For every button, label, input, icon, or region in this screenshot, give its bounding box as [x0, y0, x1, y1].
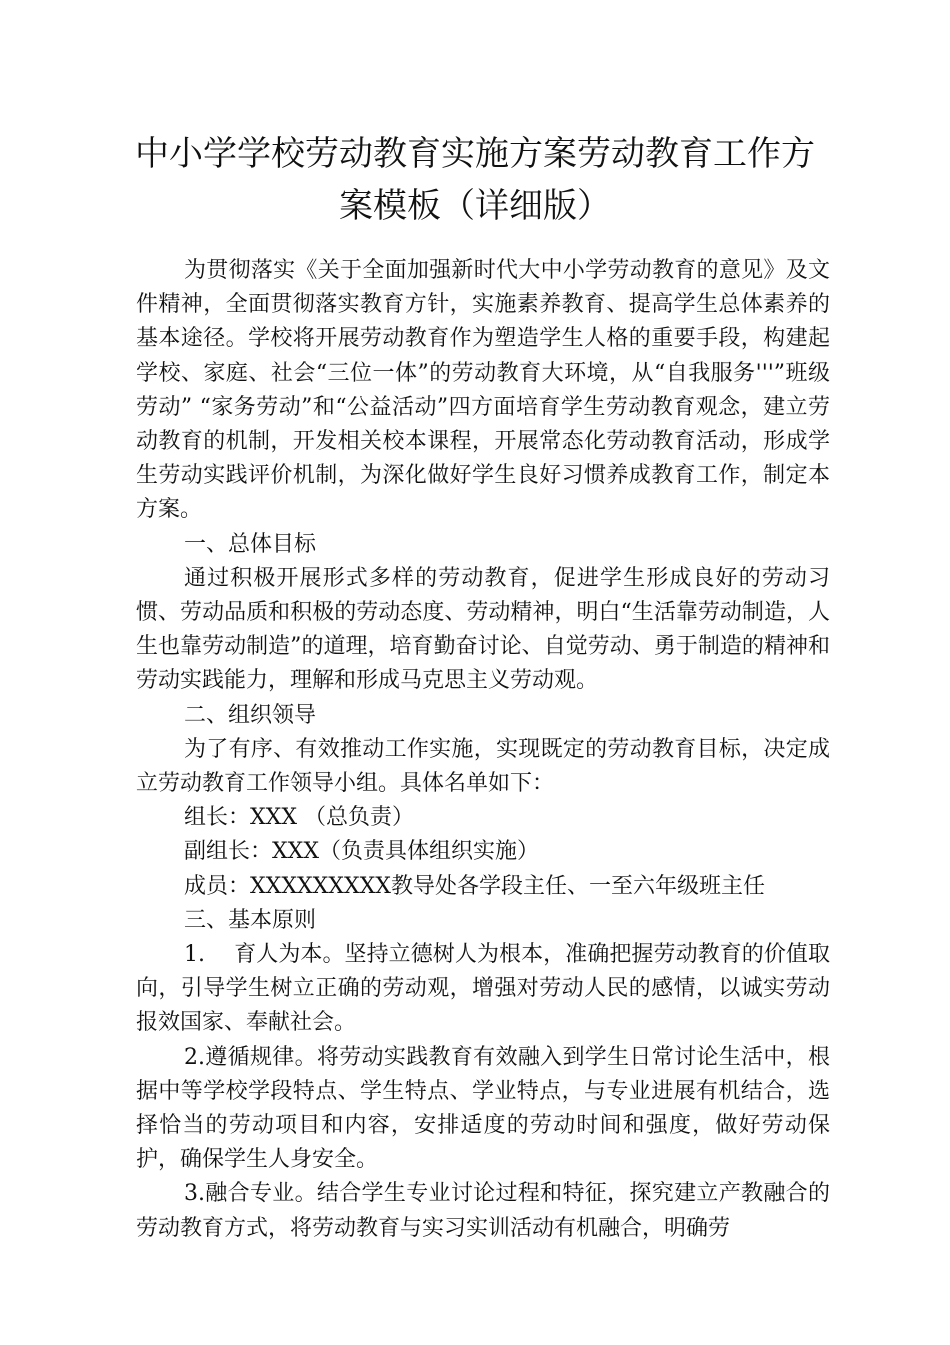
principle-3-paragraph: 3.融合专业。结合学生专业讨论过程和特征，探究建立产教融合的劳动教育方式，将劳动教育与实习实训活动有机融合，明确劳: [136, 1181, 830, 1241]
section-heading-principles: 三、基本原则: [184, 907, 317, 933]
overall-goal-paragraph: 通过积极开展形式多样的劳动教育，促进学生形成良好的劳动习惯、劳动品质和积极的劳动态度、劳动精神，明白“生活靠劳动制造，人生也靠劳动制造”的道理，培育勤奋讨论、自觉劳动、勇于制造的精神和劳动实践能力，理解和形成马克思主义劳动观。: [136, 565, 830, 694]
deputy-leader-line: 副组长：XXX（负责具体组织实施）: [184, 839, 539, 865]
section-heading-organization: 二、组织领导: [184, 702, 317, 728]
organization-paragraph: 为了有序、有效推动工作实施，实现既定的劳动教育目标，决定成立劳动教育工作领导小组。具体名单如下：: [136, 736, 830, 797]
team-leader-line: 组长：XXX （总负责）: [184, 805, 414, 831]
intro-paragraph: 为贯彻落实《关于全面加强新时代大中小学劳动教育的意见》及文件精神，全面贯彻落实教育方针，实施素养教育、提高学生总体素养的基本途径。学校将开展劳动教育作为塑造学生人格的重要手段，构建起学校、家庭、社会“三位一体”的劳动教育大环境，从“自我服务'''”班级劳动” “家务劳动”和“公益活动”四方面培育学生劳动教育观念，建立劳动教育的机制，开发相关校本课程，开展常态化劳动教育活动，形成学生劳动实践评价机制，为深化做好学生良好习惯养成教育工作，制定本方案。: [136, 258, 830, 523]
members-line: 成员：XXXXXXXXX教导处各学段主任、一至六年级班主任: [184, 873, 765, 899]
document-body: [136, 254, 830, 1246]
document-title: 中小学学校劳动教育实施方案劳动教育工作方案模板（详细版）: [135, 134, 815, 226]
section-heading-overall-goal: 一、总体目标: [184, 531, 317, 557]
principle-2-paragraph: 2.遵循规律。将劳动实践教育有效融入到学生日常讨论生活中，根据中等学校学段特点、学生特点、学业特点，与专业进展有机结合，选择恰当的劳动项目和内容，安排适度的劳动时间和强度，做好劳动保护，确保学生人身安全。: [136, 1044, 830, 1173]
principle-1-paragraph: 1. 育人为本。坚持立德树人为根本，准确把握劳动教育的价值取向，引导学生树立正确的劳动观，增强对劳动人民的感情，以诚实劳动报效国家、奉献社会。: [136, 942, 830, 1036]
